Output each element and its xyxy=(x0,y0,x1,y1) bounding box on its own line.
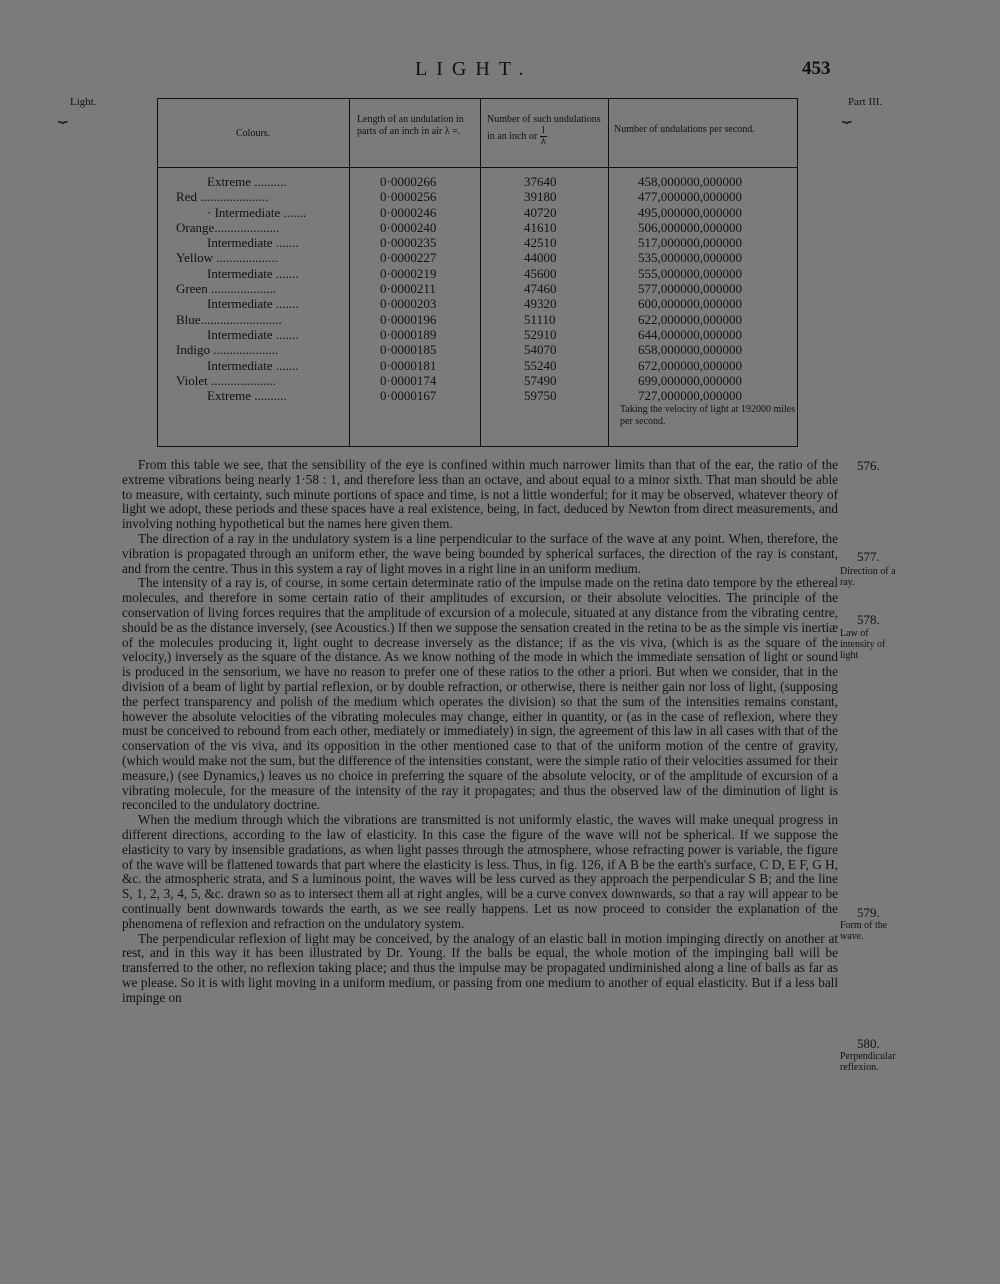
colour-cell: Violet .................... xyxy=(176,372,276,388)
length-cell: 0·0000227 xyxy=(380,250,437,266)
length-cell: 0·0000185 xyxy=(380,342,437,358)
number-cell: 51110 xyxy=(524,311,556,327)
length-cell: 0·0000203 xyxy=(380,296,437,312)
per-second-cell: 644,000000,000000 xyxy=(638,326,742,342)
right-brace-ornament: ⏟ xyxy=(842,106,852,123)
length-cell: 0·0000174 xyxy=(380,372,437,388)
table-row xyxy=(158,312,797,327)
paragraph: The direction of a ray in the undulatory system is a line perpendicular to the surface of the wave at any point. When, therefore, the vibration is propagated through an uniform ether, the wave being bounded by spherical surfaces, the direction of the ray is constant, and from the centre. Thus in this system a ray of light moves in a right line in an uniform medium. xyxy=(122,530,838,576)
per-second-cell: 535,000000,000000 xyxy=(638,250,742,266)
colour-cell: Indigo .................... xyxy=(176,342,279,358)
colour-cell: Green .................... xyxy=(176,281,277,297)
table-rows xyxy=(158,174,797,403)
number-cell: 59750 xyxy=(524,388,557,404)
per-second-cell: 672,000000,000000 xyxy=(638,357,742,373)
length-cell: 0·0000181 xyxy=(380,357,437,373)
body-text xyxy=(122,458,838,1005)
running-title: LIGHT. xyxy=(415,58,533,80)
fraction-numerator: 1 xyxy=(540,125,546,136)
number-cell: 47460 xyxy=(524,281,557,297)
paragraph-number: 576. xyxy=(857,458,880,473)
per-second-cell: 517,000000,000000 xyxy=(638,235,742,251)
table-row xyxy=(158,220,797,235)
table-row xyxy=(158,373,797,388)
per-second-cell: 577,000000,000000 xyxy=(638,281,742,297)
colour-cell: Intermediate ....... xyxy=(207,265,299,281)
table-row xyxy=(158,388,797,403)
number-cell: 39180 xyxy=(524,189,557,205)
fraction-denominator: λ xyxy=(540,136,546,147)
paragraph-number: 578. xyxy=(857,612,880,627)
per-second-cell: 495,000000,000000 xyxy=(638,204,742,220)
per-second-cell: 477,000000,000000 xyxy=(638,189,742,205)
header-per-second: Number of undulations per second. xyxy=(614,124,755,135)
colour-cell: Intermediate ....... xyxy=(207,357,299,373)
length-cell: 0·0000219 xyxy=(380,265,437,281)
page-number: 453 xyxy=(802,58,831,79)
number-cell: 57490 xyxy=(524,372,557,388)
paragraph-number: 577. xyxy=(857,549,880,564)
table-row xyxy=(158,281,797,296)
table-row xyxy=(158,250,797,265)
length-cell: 0·0000246 xyxy=(380,204,437,220)
table-row xyxy=(158,342,797,357)
number-cell: 37640 xyxy=(524,174,557,189)
length-cell: 0·0000196 xyxy=(380,311,437,327)
length-cell: 0·0000235 xyxy=(380,235,437,251)
colour-cell: Blue......................... xyxy=(176,311,282,327)
per-second-cell: 699,000000,000000 xyxy=(638,372,742,388)
colour-cell: Intermediate ....... xyxy=(207,326,299,342)
colour-cell: Orange.................... xyxy=(176,219,280,235)
margin-sidenote: Law of intensity of light xyxy=(840,628,886,661)
per-second-cell: 506,000000,000000 xyxy=(638,219,742,235)
table-row xyxy=(158,189,797,204)
number-cell: 40720 xyxy=(524,204,557,220)
colour-cell: Red ..................... xyxy=(176,189,269,205)
length-cell: 0·0000256 xyxy=(380,189,437,205)
header-rule xyxy=(158,167,797,168)
number-cell: 52910 xyxy=(524,326,557,342)
number-cell: 45600 xyxy=(524,265,557,281)
header-colours: Colours. xyxy=(236,128,271,139)
header-number xyxy=(487,114,609,147)
per-second-cell: 600,000000,000000 xyxy=(638,296,742,312)
table-note: Taking the velocity of light at 192000 miles per second. xyxy=(620,404,796,427)
right-margin-heading: Part III. xyxy=(848,96,883,108)
length-cell: 0·0000167 xyxy=(380,388,437,404)
paragraph: From this table we see, that the sensibility of the eye is confined within much narrower limits than that of the ear, the ratio of the extreme vibrations being nearly 1·58 : 1, and therefore less than an octave, and about equal to a minor sixth. That man should be able to measure, with certainty, such minute portions of space and time, is not a little wonderful; for it may be observed, whatever theory of light we adopt, these periods and these spaces have a real existence, being, in fact, deduced by Newton from direct measurements, and involving nothing hypothetical but the names here given them. xyxy=(122,457,838,532)
number-cell: 55240 xyxy=(524,357,557,373)
per-second-cell: 622,000000,000000 xyxy=(638,311,742,327)
length-cell: 0·0000266 xyxy=(380,174,437,189)
colour-cell: Extreme .......... xyxy=(207,174,287,189)
header-number-text: Number of such undulations in an inch or xyxy=(487,114,601,142)
colour-cell: Intermediate ....... xyxy=(207,296,299,312)
number-cell: 49320 xyxy=(524,296,557,312)
paragraph: When the medium through which the vibrations are transmitted is not uniformly elastic, the waves will make unequal progress in different directions, according to the law of elasticity. In this case the figure of the wave will not be spherical. If we suppose the elasticity to vary by insensible gradations, as when light passes through the atmosphere, whose refracting power is variable, the figure of the wave will be flattened towards that part where the elasticity is less. Thus, in fig. 126, if A B be the earth's surface, C D, E F, G H, &c. the atmospheric strata, and S a luminous point, the waves will be less curved as they approach the perpendicular S B; and the line S, 1, 2, 3, 4, 5, &c. drawn so as to intersect them all at right angles, will be a curve convex downwards, so that a ray will appear to be continually bent downwards towards the earth, as we see really happens. Let us now proceed to consider the explanation of the phenomena of reflexion and refraction on the undulatory system. xyxy=(122,812,838,931)
wavelength-table xyxy=(157,98,798,447)
per-second-cell: 658,000000,000000 xyxy=(638,342,742,358)
paragraph: The perpendicular reflexion of light may be conceived, by the analogy of an elastic ball in motion impinging directly on another at rest, and in this way it has been illustrated by Dr. Young. If the balls be equal, the whole motion of the impinging ball will be transferred to the other, no reflexion taking place; and thus the impulse may be propagated undiminished along a line of balls as far as we please. So it is with light moving in a uniform medium, or passing from one medium to another of equal elasticity. But if a less ball impinge on xyxy=(122,930,838,1005)
table-row xyxy=(158,358,797,373)
number-cell: 54070 xyxy=(524,342,557,358)
margin-sidenote: Form of the wave. xyxy=(840,920,888,942)
table-row xyxy=(158,205,797,220)
fraction-one-over-lambda xyxy=(540,126,547,147)
table-row xyxy=(158,327,797,342)
table-row xyxy=(158,266,797,281)
colour-cell: Intermediate ....... xyxy=(207,235,299,251)
length-cell: 0·0000211 xyxy=(380,281,436,297)
number-cell: 41610 xyxy=(524,219,557,235)
paragraph-number: 580. xyxy=(857,1036,880,1051)
margin-sidenote: Perpendicular reflexion. xyxy=(840,1051,896,1073)
per-second-cell: 727,000000,000000 xyxy=(638,388,742,404)
left-margin-heading: Light. xyxy=(70,96,97,108)
table-row xyxy=(158,174,797,189)
table-row xyxy=(158,235,797,250)
table-row xyxy=(158,296,797,311)
paragraph-number: 579. xyxy=(857,905,880,920)
colour-cell: · Intermediate ....... xyxy=(207,204,307,220)
margin-sidenote: Direction of a ray. xyxy=(840,566,896,588)
header-length: Length of an undulation in parts of an inch in air λ =. xyxy=(357,114,464,137)
number-cell: 42510 xyxy=(524,235,557,251)
length-cell: 0·0000189 xyxy=(380,326,437,342)
paragraph: The intensity of a ray is, of course, in some certain determinate ratio of the impulse made on the retina dato tempore by the ethereal molecules, and therefore in some certain ratio of their amplitudes of excursion, or their absolute velocities. The principle of the conservation of living forces requires that the amplitude of excursion of a molecule, situated at any distance from the vibrating centre, should be as the distance inversely, (see Acoustics.) If then we suppose the sensation created in the retina to be as the simple vis inertiæ of the molecules producing it, light ought to decrease inversely as the distance; if as the vis viva, (which is as the square of the velocity,) inversely as the square of the distance. As we know nothing of the mode in which the immediate sensation of light or sound is produced in the sensorium, we have no reason to prefer one of these ratios to the other a priori. But when we consider, that in the division of a beam of light by partial reflexion, or by double refraction, or otherwise, there is neither gain nor loss of light, (supposing the perfect transparency and polish of the medium which operates the division) so that the sum of the intensities remains constant, however the absolute velocities of the vibrating molecules may change, either in quantity, or (as in the case of reflexion, where they must be conceived to rebound from each other, mediately or immediately) in sign, the agreement of this law in all cases with that of the conservation of the vis viva, and its opposition in the other mentioned case to that of the uniform motion of the centre of gravity, (which would make not the sum, but the difference of the intensities constant, were the simple ratio of their velocities assumed for their measure,) (see Dynamics,) leaves us no choice in preferring the square of the absolute velocity, or of the amplitude of excursion of a vibrating molecule, for the measure of the intensity of the ray it propagates; and thus the observed law of the diminution of light is reconciled to the undulatory doctrine. xyxy=(122,575,838,813)
number-cell: 44000 xyxy=(524,250,557,266)
length-cell: 0·0000240 xyxy=(380,219,437,235)
per-second-cell: 555,000000,000000 xyxy=(638,265,742,281)
left-brace-ornament: ⏟ xyxy=(58,106,68,123)
per-second-cell: 458,000000,000000 xyxy=(638,174,742,189)
colour-cell: Yellow ................... xyxy=(176,250,278,266)
colour-cell: Extreme .......... xyxy=(207,388,287,404)
